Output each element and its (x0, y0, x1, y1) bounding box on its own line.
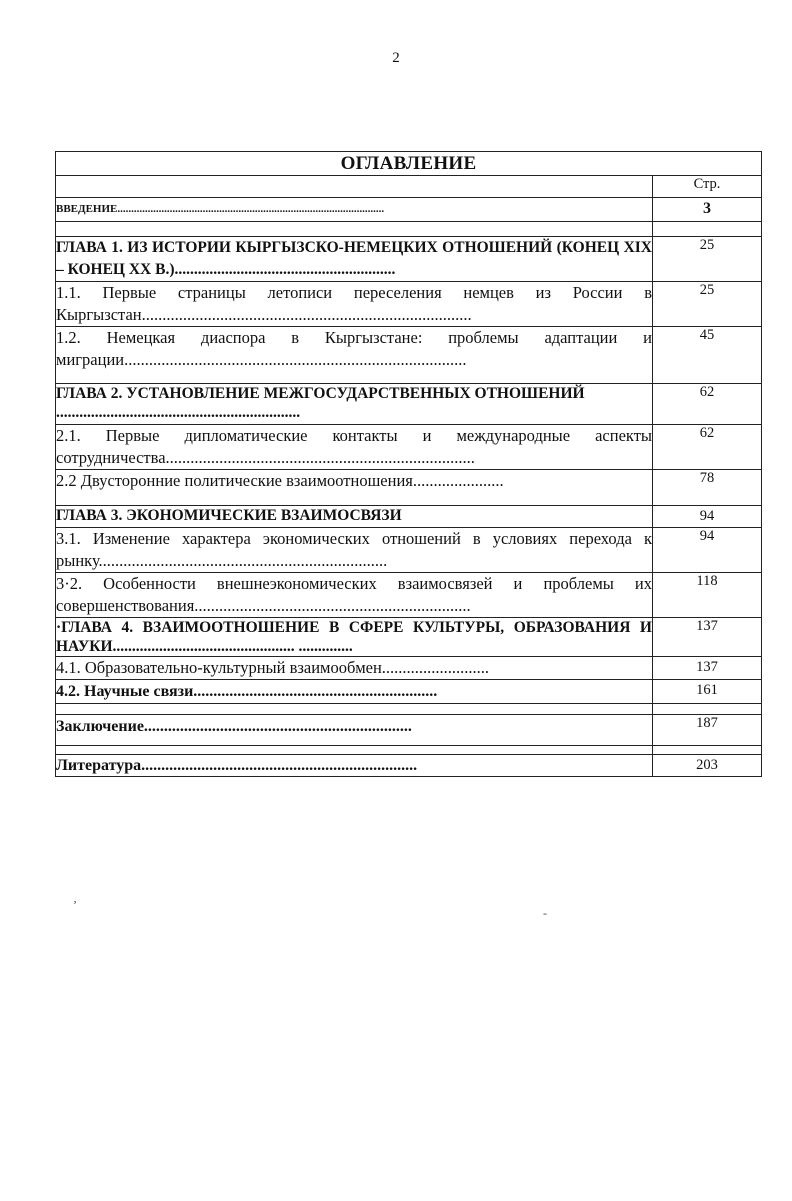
toc-entry-4-1: 4.1. Образовательно-культурный взаимообмен.......................... (56, 657, 653, 680)
table-row (56, 384, 762, 425)
toc-entry-4-2: 4.2. Научные связи............................................................. (56, 680, 653, 704)
table-row (56, 237, 762, 282)
page-column-header: Стр. (653, 176, 762, 198)
table-row (56, 680, 762, 704)
toc-page: 94 (653, 528, 762, 573)
toc-page: 187 (653, 715, 762, 746)
table-row (56, 755, 762, 777)
toc-page: 78 (653, 470, 762, 506)
toc-entry-chapter-2: ГЛАВА 2. УСТАНОВЛЕНИЕ МЕЖГОСУДАРСТВЕННЫХ ОТНОШЕНИЙ ............................................................... (56, 384, 653, 425)
table-row (56, 198, 762, 222)
scan-speck: - (543, 906, 547, 920)
table-row (56, 282, 762, 327)
table-row (56, 657, 762, 680)
page-number: 2 (392, 50, 400, 66)
table-row (56, 573, 762, 618)
toc-page: 45 (653, 327, 762, 384)
toc-entry-literature: Литература..................................................................... (56, 755, 653, 777)
toc-entry-chapter-1: ГЛАВА 1. ИЗ ИСТОРИИ КЫРГЫЗСКО-НЕМЕЦКИХ ОТНОШЕНИЙ (КОНЕЦ XIX – КОНЕЦ XX В.)......................................................... (56, 237, 653, 282)
table-row (56, 618, 762, 657)
toc-entry-2-1: 2.1. Первые дипломатические контакты и международные аспекты сотрудничества........................................................................... (56, 425, 653, 470)
table-of-contents (55, 151, 762, 777)
toc-entry-chapter-3: ГЛАВА 3. ЭКОНОМИЧЕСКИЕ ВЗАИМОСВЯЗИ (56, 506, 653, 528)
table-row (56, 715, 762, 746)
toc-page: 94 (653, 506, 762, 528)
toc-page: 25 (653, 282, 762, 327)
toc-page: 3 (653, 198, 762, 222)
toc-page: 62 (653, 425, 762, 470)
table-row (56, 327, 762, 384)
toc-entry-conclusion: Заключение................................................................... (56, 715, 653, 746)
scan-speck: ʼ (73, 898, 77, 912)
toc-entry-1-1: 1.1. Первые страницы летописи переселения немцев из России в Кыргызстан................................................................................ (56, 282, 653, 327)
table-row (56, 425, 762, 470)
toc-page: 203 (653, 755, 762, 777)
table-row (56, 470, 762, 506)
toc-title: ОГЛАВЛЕНИЕ (56, 152, 762, 176)
toc-page: 161 (653, 680, 762, 704)
toc-entry-chapter-4: ·ГЛАВА 4. ВЗАИМООТНОШЕНИЕ В СФЕРЕ КУЛЬТУРЫ, ОБРАЗОВАНИЯ И НАУКИ............................................... .............. (56, 619, 652, 655)
toc-entry-introduction: ВВЕДЕНИЕ................................................................................................. (56, 198, 653, 222)
toc-page: 137 (653, 618, 762, 657)
toc-entry-3-1: 3.1. Изменение характера экономических отношений в условиях перехода к рынку...................................................................... (56, 528, 653, 573)
toc-page: 137 (653, 657, 762, 680)
table-row (56, 506, 762, 528)
toc-page: 25 (653, 237, 762, 282)
toc-entry-1-2: 1.2. Немецкая диаспора в Кыргызстане: проблемы адаптации и миграции................................................................................... (56, 327, 653, 384)
table-row (56, 528, 762, 573)
toc-page: 62 (653, 384, 762, 425)
toc-entry-3-2: 3·2. Особенности внешнеэкономических взаимосвязей и проблемы их совершенствования................................................................... (56, 573, 653, 618)
toc-page: 118 (653, 573, 762, 618)
header-spacer (56, 176, 653, 198)
toc-entry-2-2: 2.2 Двусторонние политические взаимоотношения...................... (56, 470, 653, 506)
